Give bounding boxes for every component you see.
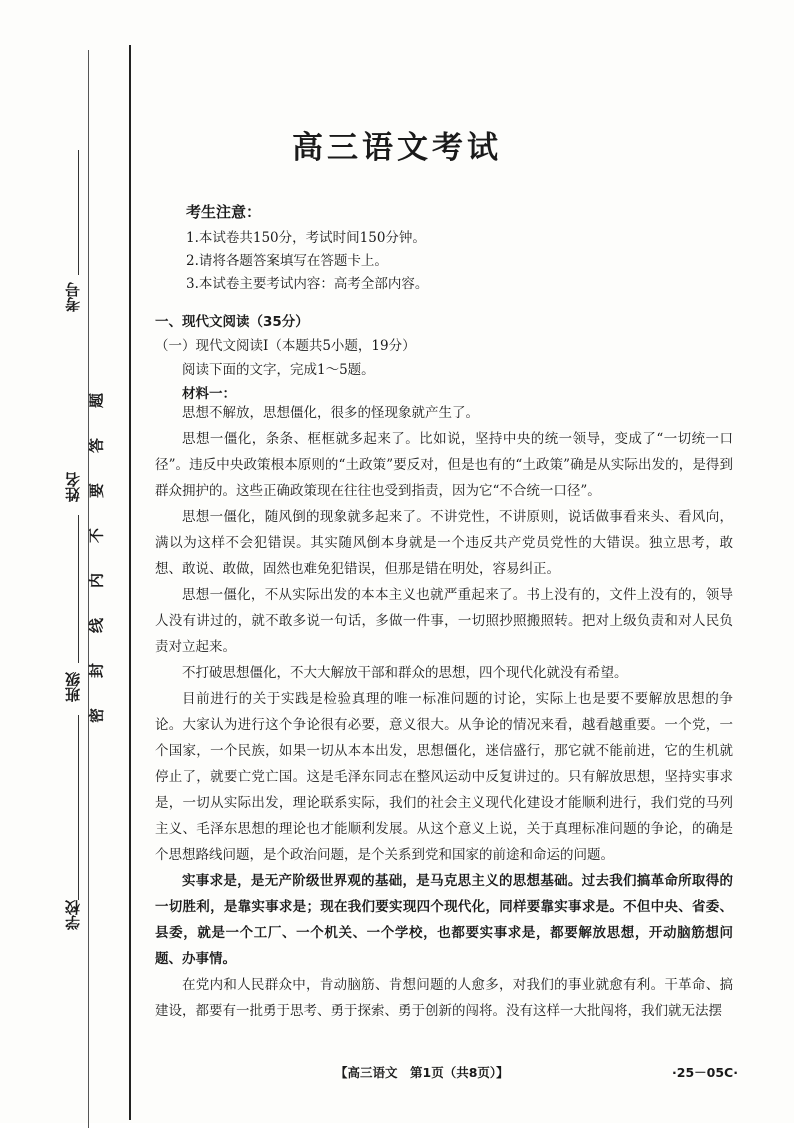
passage-paragraph: 思想不解放，思想僵化，很多的怪现象就产生了。 xyxy=(182,405,479,421)
subsection-heading: （一）现代文阅读Ⅰ（本题共5小题，19分） xyxy=(155,338,416,354)
material-label: 材料一： xyxy=(182,386,236,402)
seal-char: 题 xyxy=(87,393,106,409)
xuexiao-line xyxy=(78,860,79,900)
passage-paragraph: 思想一僵化，不从实际出发的本本主义也就严重起来了。书上没有的，文件上没有的，领导人没有讲过的，就不敢多说一句话，多做一件事，一切照抄照搬照转。把对上级负责和对人民负责对立起来。 xyxy=(155,587,733,655)
reading-instruction: 阅读下面的文字，完成1～5题。 xyxy=(182,362,375,378)
seal-char: 答 xyxy=(87,438,106,454)
notice-heading: 考生注意： xyxy=(186,203,262,221)
seal-char: 线 xyxy=(87,618,106,634)
seal-warning xyxy=(87,378,119,738)
notice-item: 3.本试卷主要考试内容：高考全部内容。 xyxy=(186,276,429,292)
xuexiao-label: 学校 xyxy=(64,900,82,930)
section-heading: 一、现代文阅读（35分） xyxy=(155,314,309,330)
seal-char: 密 xyxy=(87,708,106,724)
seal-char: 要 xyxy=(87,483,106,499)
passage-paragraph: 思想一僵化，条条、框框就多起来了。比如说，坚持中央的统一领导，变成了“一切统一口径”。违反中央政策根本原则的“土政策”要反对，但是也有的“土政策”确是从实际出发的，是得到群众拥护的。这些正确政策现在往往也受到指责，因为它“不合统一口径”。 xyxy=(155,431,733,499)
seal-char: 不 xyxy=(87,528,106,544)
xingming-label: 姓名 xyxy=(64,472,82,502)
passage-paragraph: 在党内和人民群众中，肯动脑筋、肯想问题的人愈多，对我们的事业就愈有利。干革命、搞建设，都要有一批勇于思考、勇于探索、勇于创新的闯将。没有这样一大批闯将，我们就无法摆 xyxy=(155,977,733,1019)
footer-code: ·25－05C· xyxy=(672,1065,738,1080)
passage-paragraph: 思想一僵化，随风倒的现象就多起来了。不讲党性，不讲原则，说话做事看来头、看风向，满以为这样不会犯错误。其实随风倒本身就是一个违反共产党员党性的大错误。独立思考，敢想、敢说、敢做，固然也难免犯错误，但那是错在明处，容易纠正。 xyxy=(155,509,733,577)
seal-char: 封 xyxy=(87,663,106,679)
notice-item: 1.本试卷共150分，考试时间150分钟。 xyxy=(186,230,426,246)
seal-char: 内 xyxy=(87,573,106,589)
banji-label: 班级 xyxy=(64,672,82,702)
footer-page-info: 【高三语文 第1页（共8页）】 xyxy=(335,1065,509,1080)
passage xyxy=(155,400,733,1024)
passage-paragraph: 目前进行的关于实践是检验真理的唯一标准问题的讨论，实际上也是要不要解放思想的争论。大家认为进行这个争论很有必要，意义很大。从争论的情况来看，越看越重要。一个党，一个国家，一个民族，如果一切从本本出发，思想僵化，迷信盛行，那它就不能前进，它的生机就停止了，就要亡党亡国。这是毛泽东同志在整风运动中反复讲过的。只有解放思想，坚持实事求是，一切从实际出发，理论联系实际，我们的社会主义现代化建设才能顺利进行，我们党的马列主义、毛泽东思想的理论也才能顺利发展。从这个意义上说，关于真理标准问题的争论，的确是个思想路线问题，是个政治问题，是个关系到党和国家的前途和命运的问题。 xyxy=(155,691,733,863)
kaohao-line xyxy=(78,150,79,275)
passage-paragraph: 实事求是，是无产阶级世界观的基础，是马克思主义的思想基础。过去我们搞革命所取得的一切胜利，是靠实事求是；现在我们要实现四个现代化，同样要靠实事求是。不但中央、省委、县委，就是一个工厂、一个机关、一个学校，也都要实事求是，都要解放思想，开动脑筋想问题、办事情。 xyxy=(155,873,733,967)
kaohao-label: 考号 xyxy=(64,282,82,312)
xingming-line xyxy=(78,515,79,663)
exam-title: 高三语文考试 xyxy=(292,130,502,166)
notice-item: 2.请将各题答案填写在答题卡上。 xyxy=(186,253,388,269)
passage-paragraph: 不打破思想僵化，不大大解放干部和群众的思想，四个现代化就没有希望。 xyxy=(182,665,628,681)
